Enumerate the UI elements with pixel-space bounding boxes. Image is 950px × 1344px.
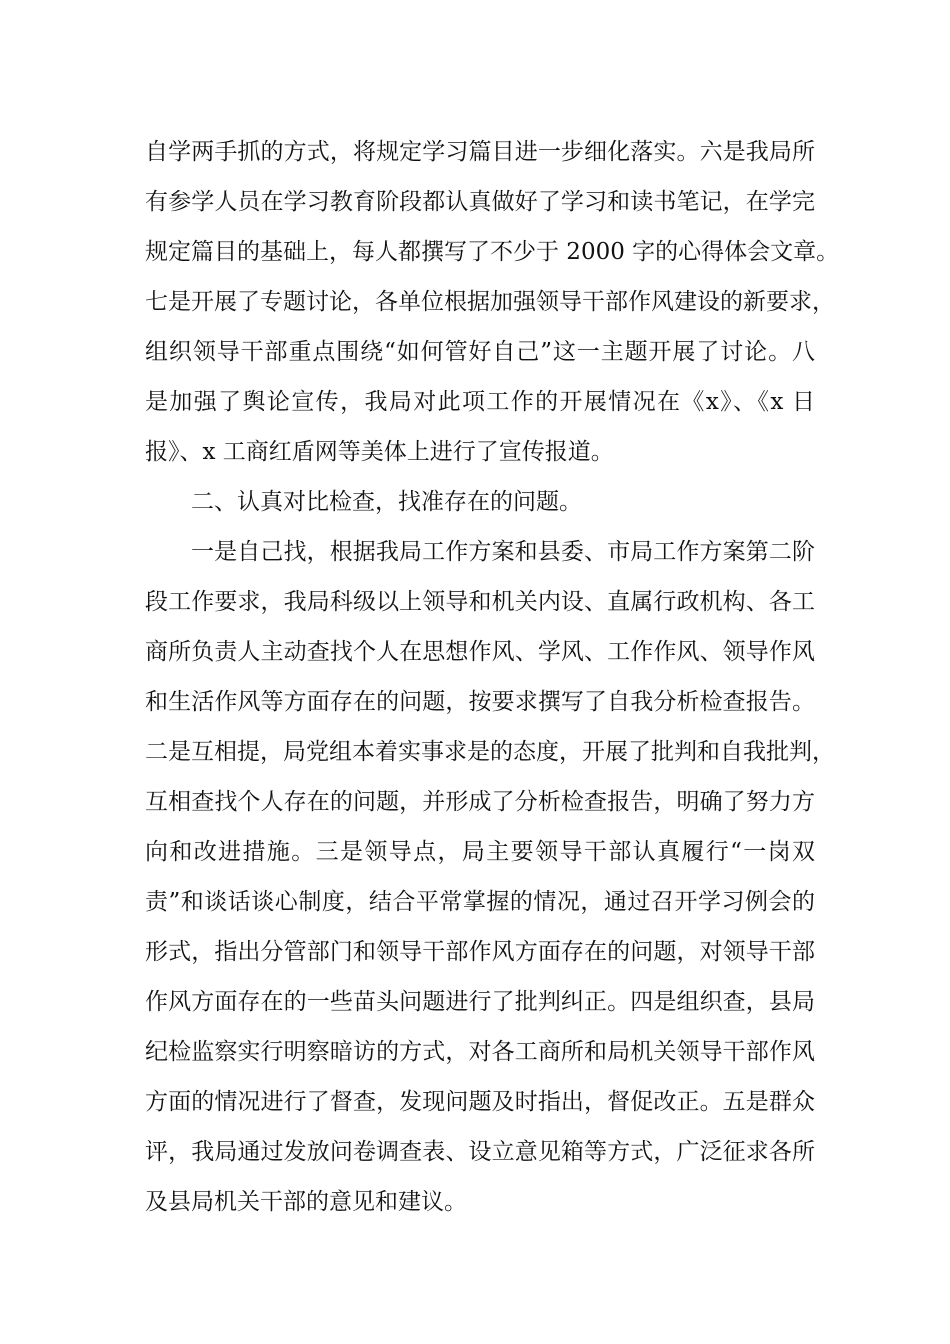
text-line: 形式，指出分管部门和领导干部作风方面存在的问题，对领导干部 — [145, 939, 815, 965]
text-line: 责”和谈话谈心制度，结合平常掌握的情况，通过召开学习例会的 — [145, 889, 815, 915]
text-line: 段工作要求，我局科级以上领导和机关内设、直属行政机构、各工 — [145, 589, 815, 615]
text-line: 互相查找个人存在的问题，并形成了分析检查报告，明确了努力方 — [145, 789, 815, 815]
text-line: 向和改进措施。三是领导点，局主要领导干部认真履行“一岗双 — [145, 839, 815, 865]
section-heading: 二、认真对比检查，找准存在的问题。 — [191, 489, 582, 515]
text-line: 作风方面存在的一些苗头问题进行了批判纠正。四是组织查，县局 — [145, 989, 815, 1015]
text-line: 方面的情况进行了督查，发现问题及时指出，督促改正。五是群众 — [145, 1089, 815, 1115]
text-line: 报》、x 工商红盾网等美体上进行了宣传报道。 — [145, 439, 614, 465]
text-line: 纪检监察实行明察暗访的方式，对各工商所和局机关领导干部作风 — [145, 1039, 815, 1065]
text-line: 二是互相提，局党组本着实事求是的态度，开展了批判和自我批判， — [145, 739, 835, 765]
text-line: 自学两手抓的方式，将规定学习篇目进一步细化落实。六是我局所 — [145, 139, 815, 165]
text-line: 有参学人员在学习教育阶段都认真做好了学习和读书笔记，在学完 — [145, 189, 815, 215]
text-line: 及县局机关干部的意见和建议。 — [145, 1189, 467, 1215]
text-line: 是加强了舆论宣传，我局对此项工作的开展情况在《x》、《x 日 — [145, 389, 815, 415]
text-line: 一是自己找，根据我局工作方案和县委、市局工作方案第二阶 — [191, 539, 815, 565]
text-line: 商所负责人主动查找个人在思想作风、学风、工作作风、领导作风 — [145, 639, 815, 665]
text-line: 七是开展了专题讨论，各单位根据加强领导干部作风建设的新要求， — [145, 289, 835, 315]
text-line: 规定篇目的基础上，每人都撰写了不少于 2000 字的心得体会文章。 — [145, 239, 840, 265]
text-line: 评，我局通过发放问卷调查表、设立意见箱等方式，广泛征求各所 — [145, 1139, 815, 1165]
text-line: 和生活作风等方面存在的问题，按要求撰写了自我分析检查报告。 — [145, 689, 815, 715]
text-line: 组织领导干部重点围绕“如何管好自己”这一主题开展了讨论。八 — [145, 339, 815, 365]
